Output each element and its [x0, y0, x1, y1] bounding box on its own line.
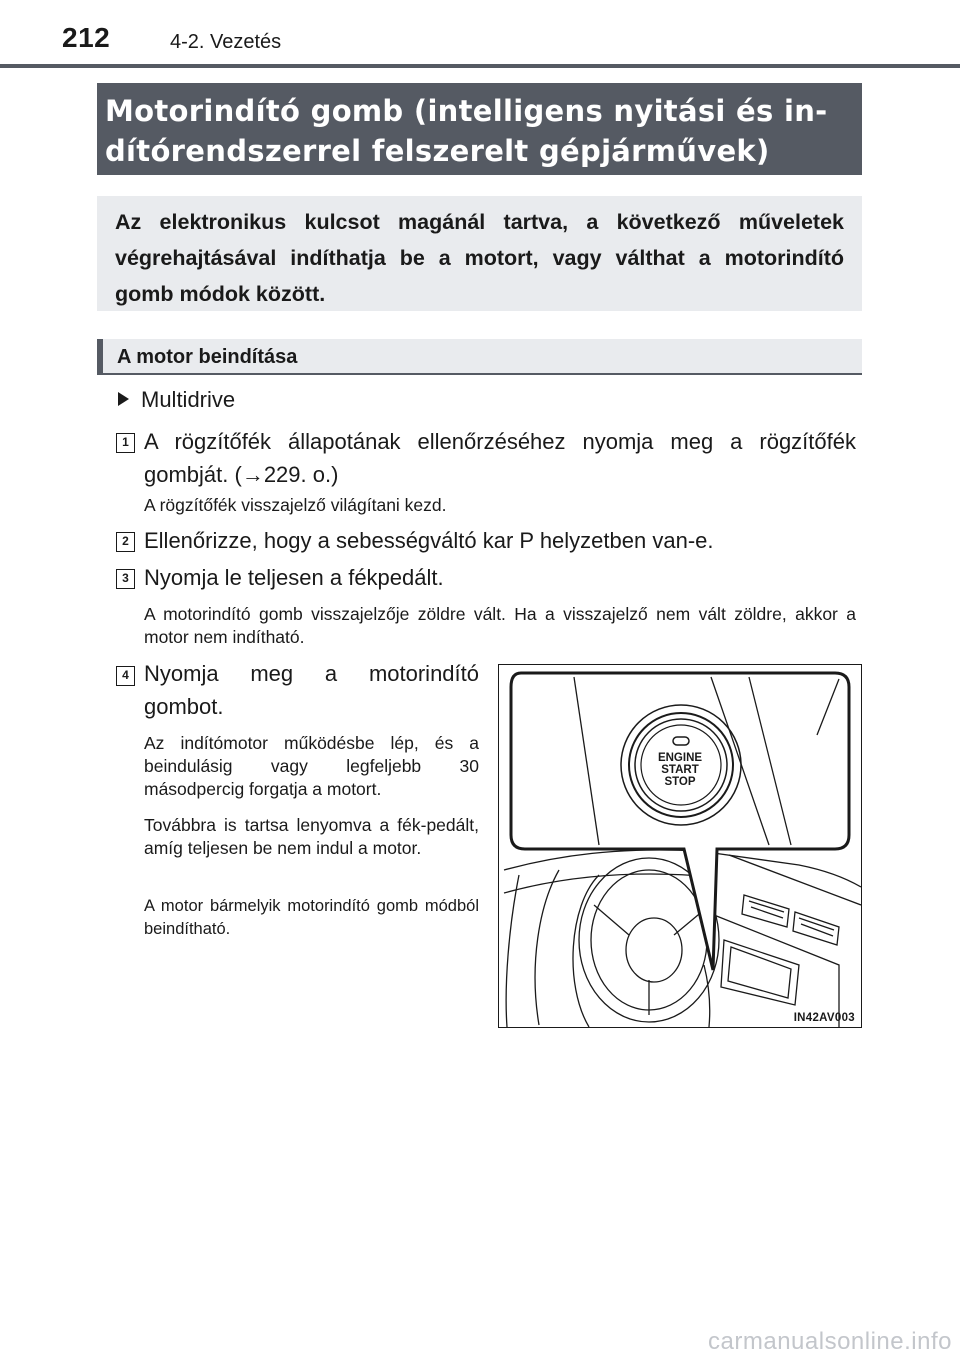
page-title [97, 83, 862, 175]
figure-id: IN42AV003 [793, 1012, 855, 1024]
step-1-line-1: A rögzítőfék állapotának ellenőrzéséhez nyomja meg a rögzítőfék [144, 429, 856, 454]
step-3-text: Nyomja le teljesen a fékpedált. [144, 565, 444, 590]
step-number-4: 4 [116, 666, 135, 686]
engine-start-figure [498, 664, 862, 1028]
page-number: 212 [62, 22, 111, 53]
header-divider [0, 64, 960, 68]
page-title-line-1: Motorindító gomb (intelligens nyitási és in- [105, 94, 828, 128]
step-2-text: Ellenőrizze, hogy a sebességváltó kar P helyzetben van-e. [144, 528, 714, 553]
step-3-note: A motorindító gomb visszajelzője zöldre vált. Ha a visszajelző nem vált zöldre, akkor a motor nem indítható. [144, 604, 856, 647]
start-label: START [661, 764, 699, 776]
variant-text: Multidrive [141, 387, 236, 412]
variant-label [118, 386, 235, 414]
section-label: 4-2. Vezetés [170, 31, 282, 53]
step-4-text: Nyomja meg a motorindító gombot. [144, 661, 479, 719]
watermark: carmanualsonline.info [708, 1328, 952, 1355]
step-number-2: 2 [116, 532, 135, 552]
dashboard-illustration [499, 665, 861, 1027]
step-1-line-2: gombját. (→229. o.) [144, 462, 339, 487]
step-number-1: 1 [116, 433, 135, 453]
step-1-text [144, 425, 856, 491]
intro-text: Az elektronikus kulcsot magánál tartva, a következő műveletek végrehajtásával indíthatja be a motort, vagy válthat a motorindító gomb módok között. [115, 210, 844, 306]
step-4-note-1: Az indítómotor működésbe lép, és a beindulásig vagy legfeljebb 30 másodpercig forgatja a motort. [144, 733, 479, 799]
step-1-note: A rögzítőfék visszajelző világítani kezd. [144, 495, 447, 515]
step-4-note-3: A motor bármelyik motorindító gomb módból beindítható. [144, 897, 479, 938]
step-number-3: 3 [116, 569, 135, 589]
subheading [97, 339, 862, 375]
page-title-line-2: dítórendszerrel felszerelt gépjárművek) [105, 134, 770, 168]
step-4-note-2: Továbbra is tartsa lenyomva a fék-pedált, amíg teljesen be nem indul a motor. [144, 815, 479, 858]
intro-box [97, 196, 862, 311]
triangle-bullet-icon [118, 392, 129, 406]
stop-label: STOP [664, 776, 696, 788]
subheading-text: A motor beindítása [117, 346, 298, 368]
engine-label: ENGINE [657, 752, 703, 764]
